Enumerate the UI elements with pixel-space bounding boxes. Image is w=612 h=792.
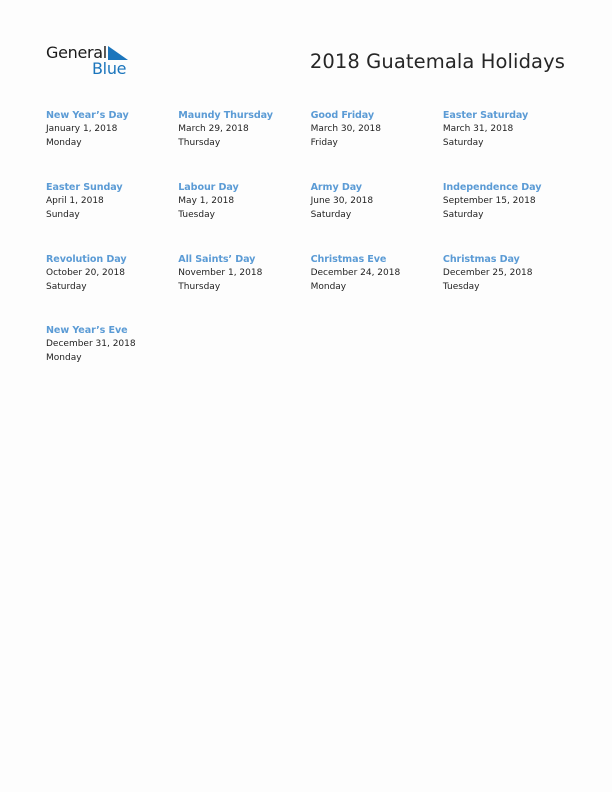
logo-word-general: General <box>46 43 107 62</box>
holiday-date: September 15, 2018 <box>442 195 536 206</box>
holiday-weekday: Saturday <box>46 281 87 292</box>
holiday-weekday: Thursday <box>178 281 221 292</box>
holiday-date: April 1, 2018 <box>46 195 104 206</box>
holiday-entry <box>311 253 441 313</box>
holiday-entry <box>443 109 573 169</box>
holiday-entry <box>46 109 176 169</box>
holiday-name: Easter Sunday <box>46 181 123 193</box>
logo-flag-icon <box>108 46 128 60</box>
holiday-name: Christmas Eve <box>310 253 387 265</box>
holiday-weekday: Saturday <box>310 209 352 220</box>
holiday-weekday: Thursday <box>178 138 221 148</box>
logo-word-blue: Blue <box>92 59 127 78</box>
holiday-weekday: Monday <box>46 353 82 364</box>
holiday-weekday: Saturday <box>442 138 484 148</box>
holiday-entry <box>311 109 441 169</box>
holiday-weekday: Tuesday <box>442 281 480 292</box>
holiday-name: Easter Saturday <box>442 110 529 121</box>
holiday-name: Good Friday <box>310 110 375 121</box>
holiday-date: June 30, 2018 <box>310 195 374 206</box>
holiday-date: December 24, 2018 <box>310 267 401 278</box>
holiday-entry <box>46 253 176 313</box>
holiday-date: January 1, 2018 <box>46 124 118 134</box>
holiday-entry <box>443 253 573 313</box>
holiday-weekday: Saturday <box>442 209 484 220</box>
generalblue-logo <box>46 44 136 80</box>
holiday-name: Independence Day <box>442 181 542 193</box>
holiday-entry <box>46 324 176 384</box>
holiday-date: March 30, 2018 <box>310 124 381 134</box>
holiday-weekday: Sunday <box>46 209 80 220</box>
holiday-name: New Year’s Day <box>46 110 129 121</box>
holiday-name: Maundy Thursday <box>178 110 273 121</box>
holiday-name: Labour Day <box>178 181 239 193</box>
holiday-date: March 29, 2018 <box>178 124 249 134</box>
holiday-name: New Year’s Eve <box>46 325 128 337</box>
holiday-name: Army Day <box>310 181 362 193</box>
holiday-entry <box>46 181 176 241</box>
holiday-entry <box>178 109 308 169</box>
holiday-date: December 25, 2018 <box>442 267 533 278</box>
page-title: 2018 Guatemala Holidays <box>309 50 565 73</box>
holiday-date: October 20, 2018 <box>46 267 125 278</box>
holiday-entry <box>443 181 573 241</box>
holiday-weekday: Monday <box>310 281 347 292</box>
holiday-name: Revolution Day <box>46 253 127 265</box>
holiday-date: December 31, 2018 <box>46 339 136 350</box>
holiday-date: November 1, 2018 <box>178 267 263 278</box>
holiday-entry <box>311 181 441 241</box>
holiday-entry <box>178 253 308 313</box>
holiday-weekday: Tuesday <box>178 209 215 220</box>
holiday-date: March 31, 2018 <box>442 124 514 134</box>
holiday-name: All Saints’ Day <box>178 253 256 265</box>
holiday-weekday: Monday <box>46 138 82 148</box>
holiday-weekday: Friday <box>310 138 338 148</box>
holiday-date: May 1, 2018 <box>178 195 235 206</box>
holiday-name: Christmas Day <box>442 253 520 265</box>
holiday-entry <box>178 181 308 241</box>
